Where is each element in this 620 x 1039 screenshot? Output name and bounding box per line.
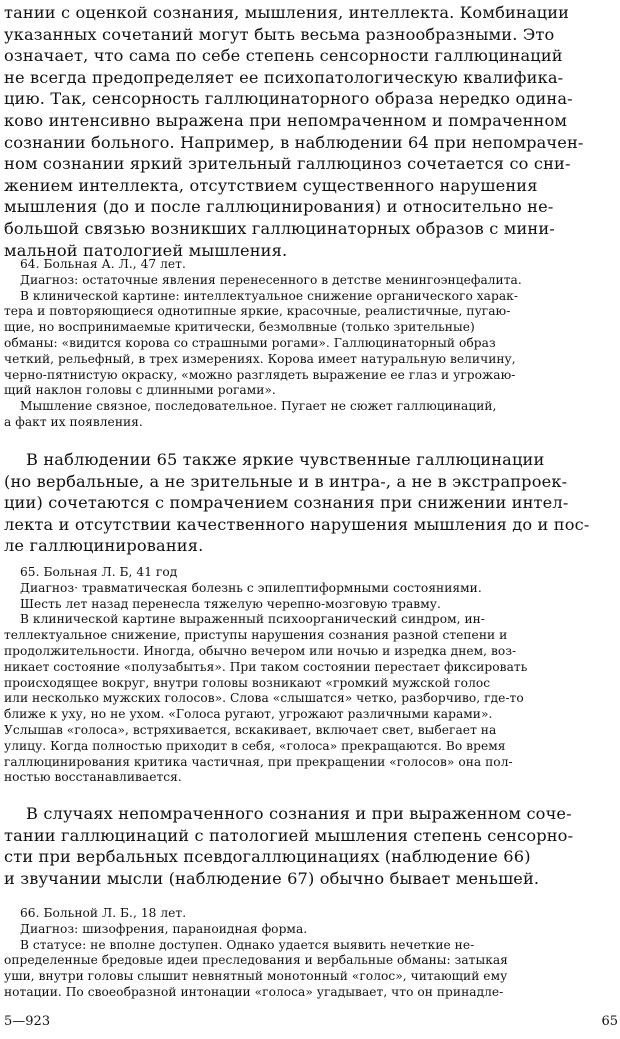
text-line: тании с оценкой сознания, мышления, интеллекта. Комбинации: [4, 3, 570, 22]
text-line: большой связью возникших галлюцинаторных образов с мини-: [4, 218, 555, 238]
text-line: мышления (до и после галлюцинирования) и относительно не-: [4, 197, 554, 217]
paragraph-observation-65: [4, 449, 616, 557]
text-line: жением интеллекта, отсутствием существенного нарушения: [4, 175, 538, 195]
text-line: не всегда предопределяет ее психопатологическую квалифика-: [4, 67, 564, 87]
text-line: щие, но воспринимаемые критически, безмолвные (только зрительные): [4, 320, 475, 335]
text-line: или несколько мужских голосов». Слова «слышатся» четко, разборчиво, где-то: [4, 691, 524, 706]
page-number: 65: [601, 1014, 618, 1029]
case-64: [4, 257, 616, 431]
text-line: нотации. По своеобразной интонации «голоса» угадывает, что он принадле-: [4, 984, 504, 999]
text-line: цию. Так, сенсорность галлюцинаторного образа нередко одина-: [4, 89, 573, 109]
case-heading: 65. Больная Л. Б, 41 год: [20, 565, 178, 579]
text-line: уши, внутри головы слышит невнятный монотонный «голос», читающий ему: [4, 969, 508, 984]
page-footer: [4, 1014, 618, 1034]
printer-signature: 5—923: [4, 1014, 51, 1029]
case-diagnosis: Диагноз· травматическая болезнь с эпилептиформными состояниями.: [20, 580, 482, 595]
text-line: никает состояние «полузабытья». При таком состоянии перестает фиксировать: [4, 659, 528, 674]
text-line: щий наклон головы с длинными рогами».: [4, 383, 276, 398]
text-line: тера и повторяющиеся однотипные яркие, красочные, реалистичные, пугаю-: [4, 304, 511, 319]
text-line: ном сознании яркий зрительный галлюциноз сочетается со сни-: [4, 154, 571, 174]
text-line: означает, что сама по себе степень сенсорности галлюцинаций: [4, 46, 563, 66]
case-diagnosis: Диагноз: остаточные явления перенесенного в детстве менингоэнцефалита.: [20, 272, 522, 287]
text-line: мальной патологией мышления.: [4, 240, 288, 260]
text-line: В статусе: не вполне доступен. Однако удается выявить нечеткие не-: [20, 937, 475, 952]
text-line: тании галлюцинаций с патологией мышления степень сенсорно-: [4, 825, 574, 845]
case-66: [4, 906, 616, 1001]
text-line: сознании больного. Например, в наблюдении 64 при непомрачен-: [4, 132, 584, 152]
text-line: теллектуальное снижение, приступы нарушения сознания разной степени и: [4, 628, 508, 643]
text-line: В наблюдении 65 также яркие чувственные галлюцинации: [26, 450, 545, 469]
text-line: черно-пятнистую окраску, «можно разглядеть выражение ее глаз и угрожаю-: [4, 367, 516, 382]
text-line: происходящее вокруг, внутри головы возникают «громкий мужской голос: [4, 675, 491, 690]
text-line: ностью восстанавливается.: [4, 770, 182, 785]
text-line: галлюцинирования критика частичная, при прекращении «голосов» она пол-: [4, 754, 513, 769]
text-line: В клинической картине: интеллектуальное снижение органического харак-: [20, 288, 518, 303]
text-line: ции) сочетаются с помрачением сознания при снижении интел-: [4, 493, 569, 513]
text-line: а факт их появления.: [4, 414, 143, 429]
paragraph-pseudohallucinations: [4, 803, 616, 889]
text-line: обманы: «видится корова со страшными рогами». Галлюцинаторный образ: [4, 335, 496, 350]
text-line: сти при вербальных псевдогаллюцинациях (наблюдение 66): [4, 847, 531, 867]
text-line: (но вербальные, а не зрительные и в интра-, а не в экстрапроек-: [4, 471, 568, 491]
text-line: ближе к уху, но не ухом. «Голоса ругают, угрожают различными карами».: [4, 707, 493, 722]
text-line: ково интенсивно выражена при непомраченном и помраченном: [4, 110, 568, 130]
case-heading: 66. Больной Л. Б., 18 лет.: [20, 906, 187, 920]
text-line: лекта и отсутствии качественного нарушения мышления до и пос-: [4, 514, 590, 534]
text-line: Шесть лет назад перенесла тяжелую черепно-мозговую травму.: [20, 596, 441, 611]
text-line: улицу. Когда полностью приходит в себя, «голоса» прекращаются. Во время: [4, 738, 506, 753]
text-line: продолжительности. Иногда, обычно вечером или ночью и изредка днем, воз-: [4, 643, 517, 658]
text-line: четкий, рельефный, в трех измерениях. Корова имеет натуральную величину,: [4, 351, 516, 366]
text-line: определенные бредовые идеи преследования и вербальные обманы: затыкая: [4, 953, 508, 968]
text-line: В клинической картине выраженный психоорганический синдром, ин-: [20, 612, 485, 627]
case-heading: 64. Больная А. Л., 47 лет.: [20, 257, 186, 271]
case-65: [4, 565, 616, 786]
text-line: указанных сочетаний могут быть весьма разнообразными. Это: [4, 24, 555, 44]
text-line: ле галлюцинирования.: [4, 536, 204, 556]
text-line: Мышление связное, последовательное. Пугает не сюжет галлюцинаций,: [20, 399, 497, 414]
paragraph-intro: [4, 2, 616, 261]
text-line: В случаях непомраченного сознания и при выраженном соче-: [26, 804, 572, 823]
text-line: и звучании мысли (наблюдение 67) обычно бывает меньшей.: [4, 868, 540, 888]
case-diagnosis: Диагноз: шизофрения, параноидная форма.: [20, 921, 308, 936]
text-line: Услышав «голоса», встряхивается, вскакивает, включает свет, выбегает на: [4, 722, 497, 737]
